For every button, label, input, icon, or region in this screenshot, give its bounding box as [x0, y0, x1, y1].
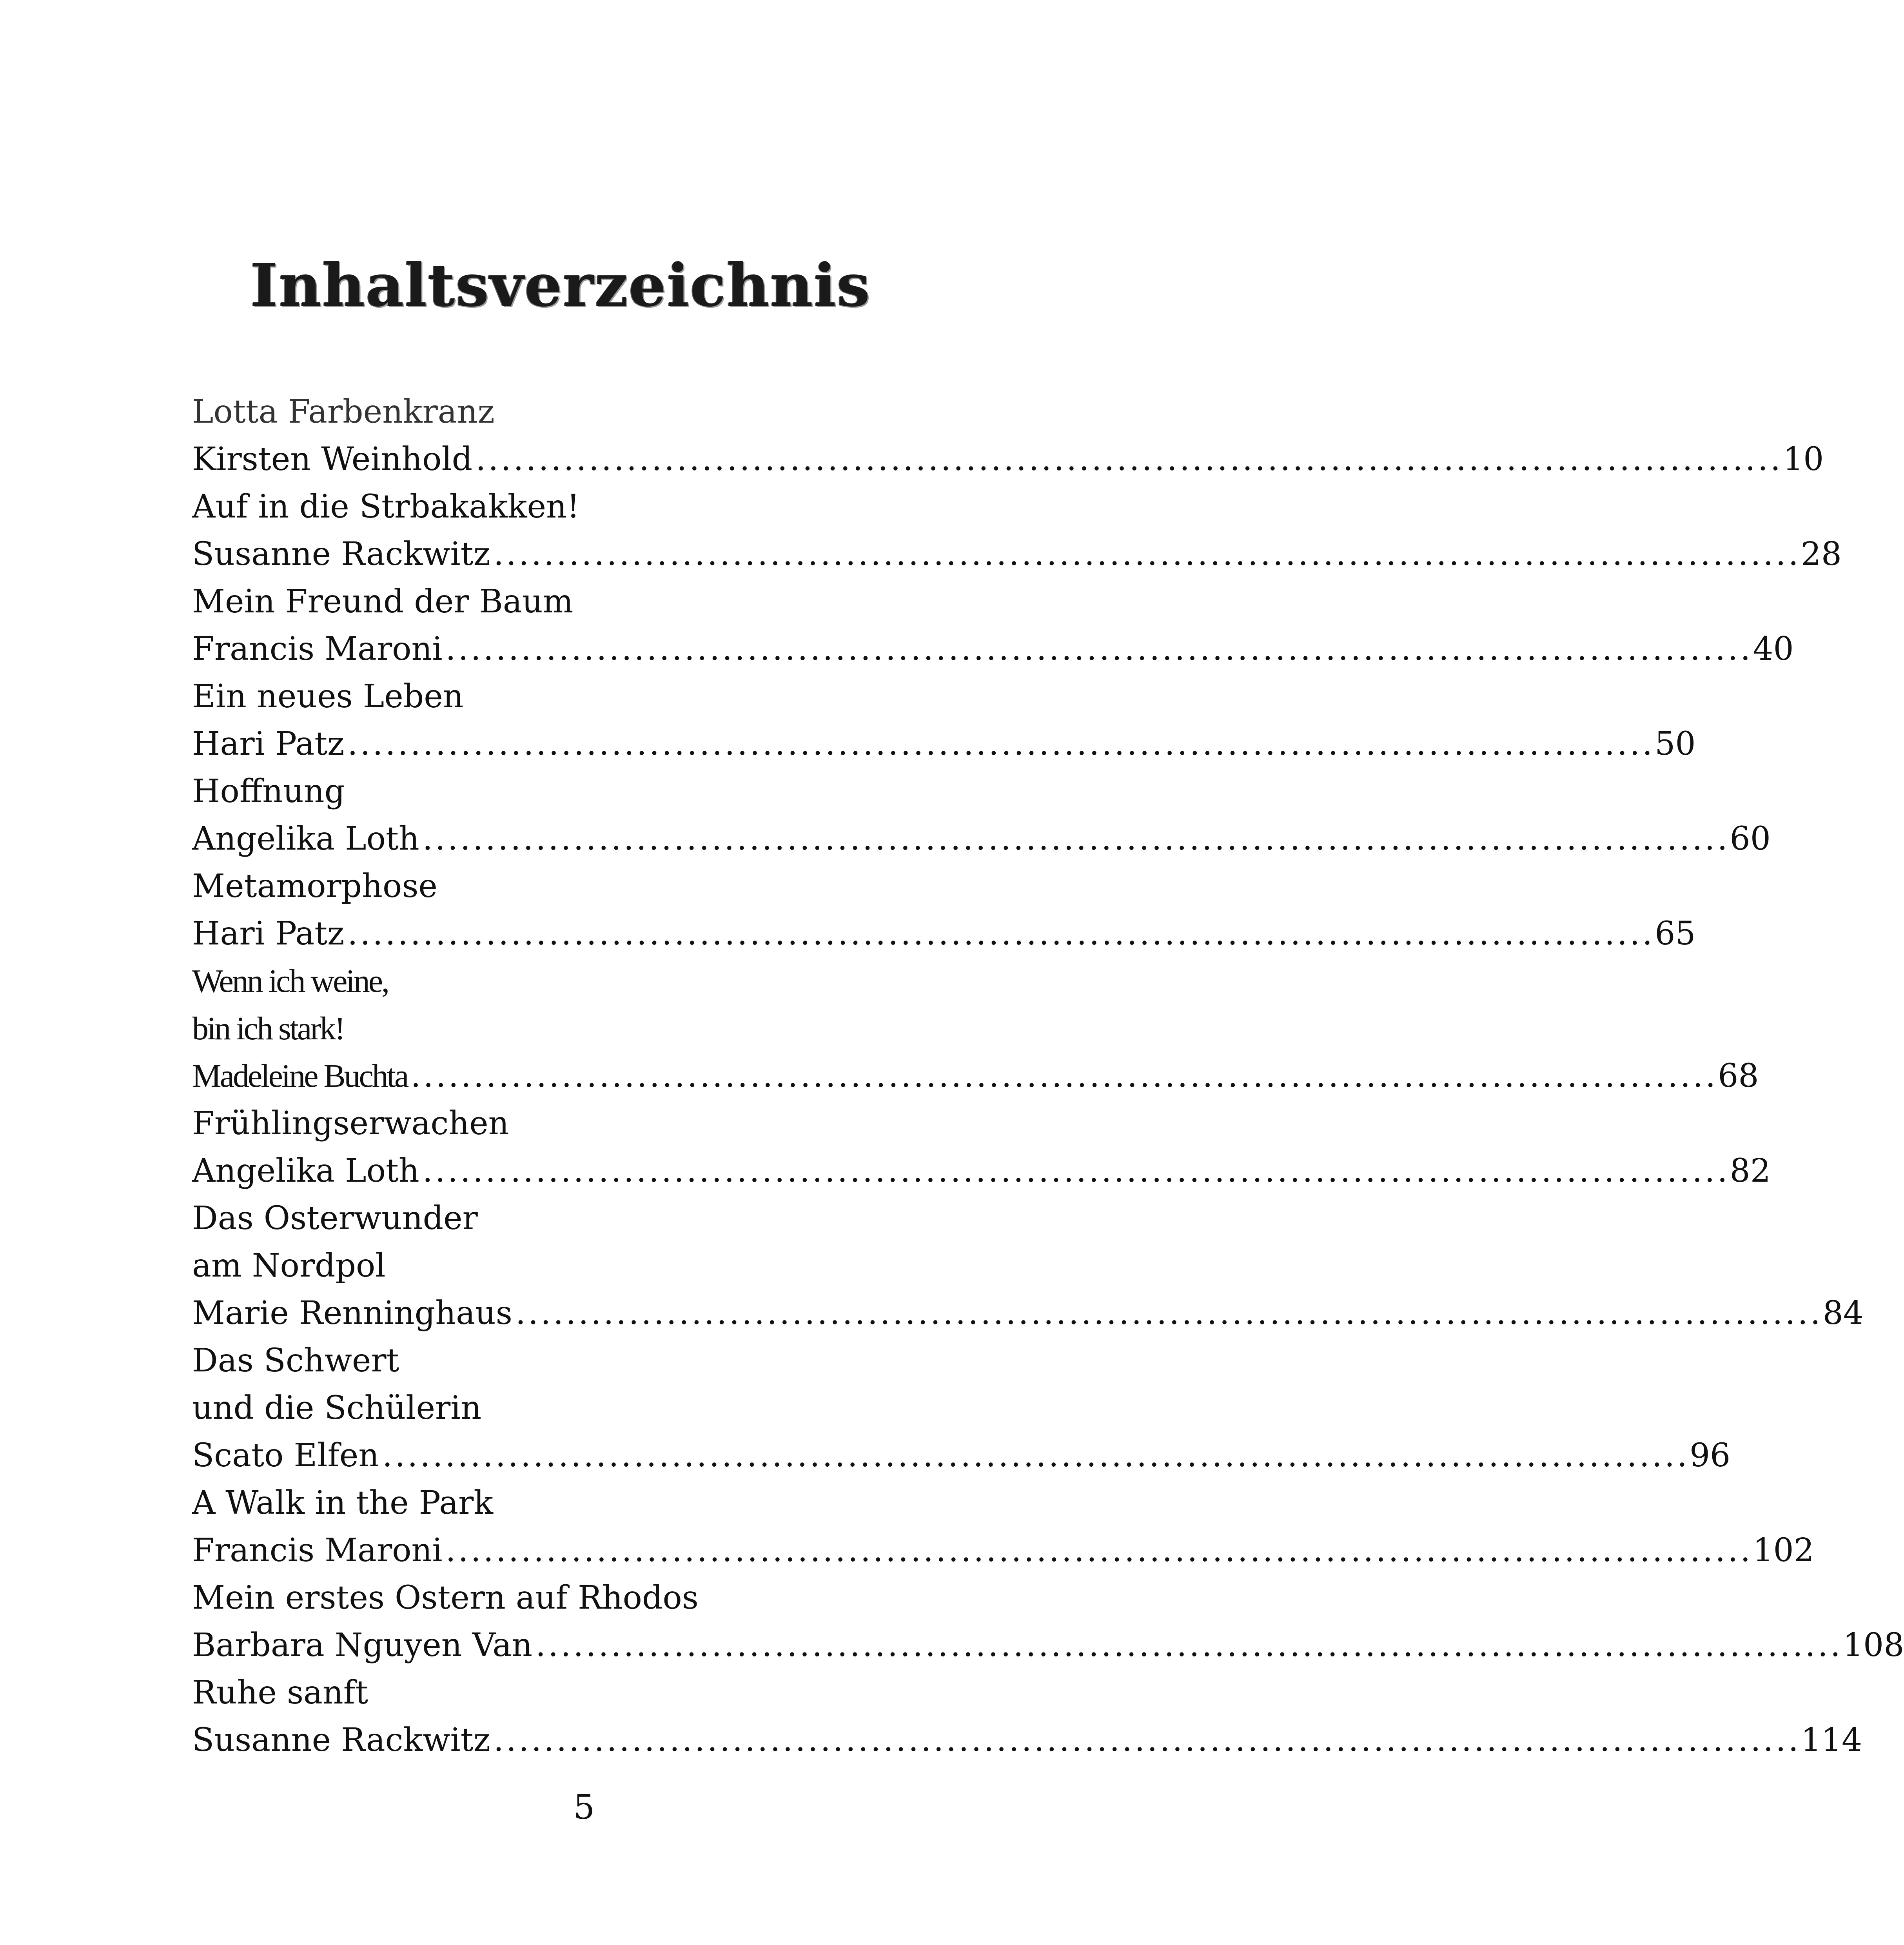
entry-page: 108 — [1842, 1627, 1904, 1664]
entry-page: 40 — [1753, 630, 1794, 668]
dot-leader: ........................................................................................................ — [535, 1627, 1843, 1664]
dot-leader: ........................................................................................................ — [493, 1722, 1801, 1759]
entry-title: und die Schülerin — [192, 1389, 482, 1427]
entry-title: Lotta Farbenkranz — [192, 393, 495, 430]
entry-author: Hari Patz — [192, 725, 345, 763]
entry-page: 28 — [1801, 536, 1842, 573]
dot-leader: ........................................................................................................ — [493, 536, 1801, 573]
entry-title: A Walk in the Park — [192, 1484, 494, 1522]
entry-author-line — [192, 720, 1696, 768]
entry-title: bin ich stark! — [192, 1010, 344, 1047]
entry-author: Madeleine Buchta — [192, 1058, 408, 1094]
entry-author-line — [192, 530, 1842, 578]
entry-page: 50 — [1655, 725, 1696, 763]
entry-title: Wenn ich weine, — [192, 963, 388, 999]
entry-author: Francis Maroni — [192, 1532, 443, 1569]
dot-leader: ........................................................................................................ — [382, 1437, 1690, 1474]
dot-leader: ........................................................................................................ — [347, 725, 1655, 763]
entry-page: 84 — [1822, 1295, 1864, 1332]
entry-title: Ein neues Leben — [192, 678, 464, 715]
dot-leader: ........................................................................................................ — [347, 915, 1655, 952]
entry-page: 60 — [1730, 820, 1771, 857]
entry-page: 68 — [1718, 1057, 1759, 1095]
entry-title: Mein erstes Ostern auf Rhodos — [192, 1579, 699, 1616]
entry-author: Francis Maroni — [192, 630, 443, 668]
dot-leader: ........................................................................................................ — [476, 441, 1783, 478]
entry-page: 96 — [1689, 1437, 1731, 1474]
entry-title: Metamorphose — [192, 868, 437, 905]
entry-author-line — [192, 1289, 1864, 1337]
entry-author: Hari Patz — [192, 915, 345, 952]
entry-author-line — [192, 1622, 1904, 1669]
entry-title: Hoffnung — [192, 773, 345, 810]
entry-title: am Nordpol — [192, 1247, 386, 1284]
entry-author-line — [192, 1147, 1771, 1195]
dot-leader: ........................................................................................................ — [445, 630, 1753, 668]
entry-page: 102 — [1753, 1532, 1814, 1569]
entry-author-line — [192, 1432, 1731, 1479]
dot-leader: ........................................................................................................ — [410, 1057, 1718, 1095]
entry-author-line — [192, 625, 1794, 673]
entry-title: Auf in die Strbakakken! — [192, 488, 580, 525]
entry-page: 10 — [1783, 441, 1824, 478]
entry-title: Das Schwert — [192, 1342, 399, 1379]
entry-author-line — [192, 436, 1824, 483]
dot-leader: ........................................................................................................ — [422, 820, 1730, 857]
entry-author: Barbara Nguyen Van — [192, 1627, 533, 1664]
entry-page: 114 — [1801, 1722, 1862, 1759]
entry-author: Angelika Loth — [192, 820, 419, 857]
entry-author-line — [192, 815, 1771, 863]
entry-author: Angelika Loth — [192, 1152, 419, 1190]
entry-author-line — [192, 1716, 1862, 1764]
entry-author-line — [192, 1527, 1814, 1574]
entry-title: Mein Freund der Baum — [192, 583, 574, 620]
entry-title: Ruhe sanft — [192, 1674, 368, 1711]
entry-author-line — [192, 1052, 1759, 1100]
page-title: Inhaltsverzeichnis — [250, 251, 871, 320]
entry-author: Susanne Rackwitz — [192, 1722, 490, 1759]
entry-title: Frühlingserwachen — [192, 1105, 509, 1142]
entry-page: 82 — [1730, 1152, 1771, 1190]
entry-title: Das Osterwunder — [192, 1200, 478, 1237]
dot-leader: ........................................................................................................ — [422, 1152, 1730, 1190]
table-of-contents — [192, 388, 1904, 1764]
entry-author-line — [192, 910, 1696, 957]
entry-author: Scato Elfen — [192, 1437, 379, 1474]
entry-page: 65 — [1655, 915, 1696, 952]
entry-author: Susanne Rackwitz — [192, 536, 490, 573]
entry-author: Marie Renninghaus — [192, 1295, 512, 1332]
page-number: 5 — [573, 1788, 595, 1827]
entry-author: Kirsten Weinhold — [192, 441, 473, 478]
dot-leader: ........................................................................................................ — [445, 1532, 1753, 1569]
dot-leader: ........................................................................................................ — [515, 1295, 1823, 1332]
